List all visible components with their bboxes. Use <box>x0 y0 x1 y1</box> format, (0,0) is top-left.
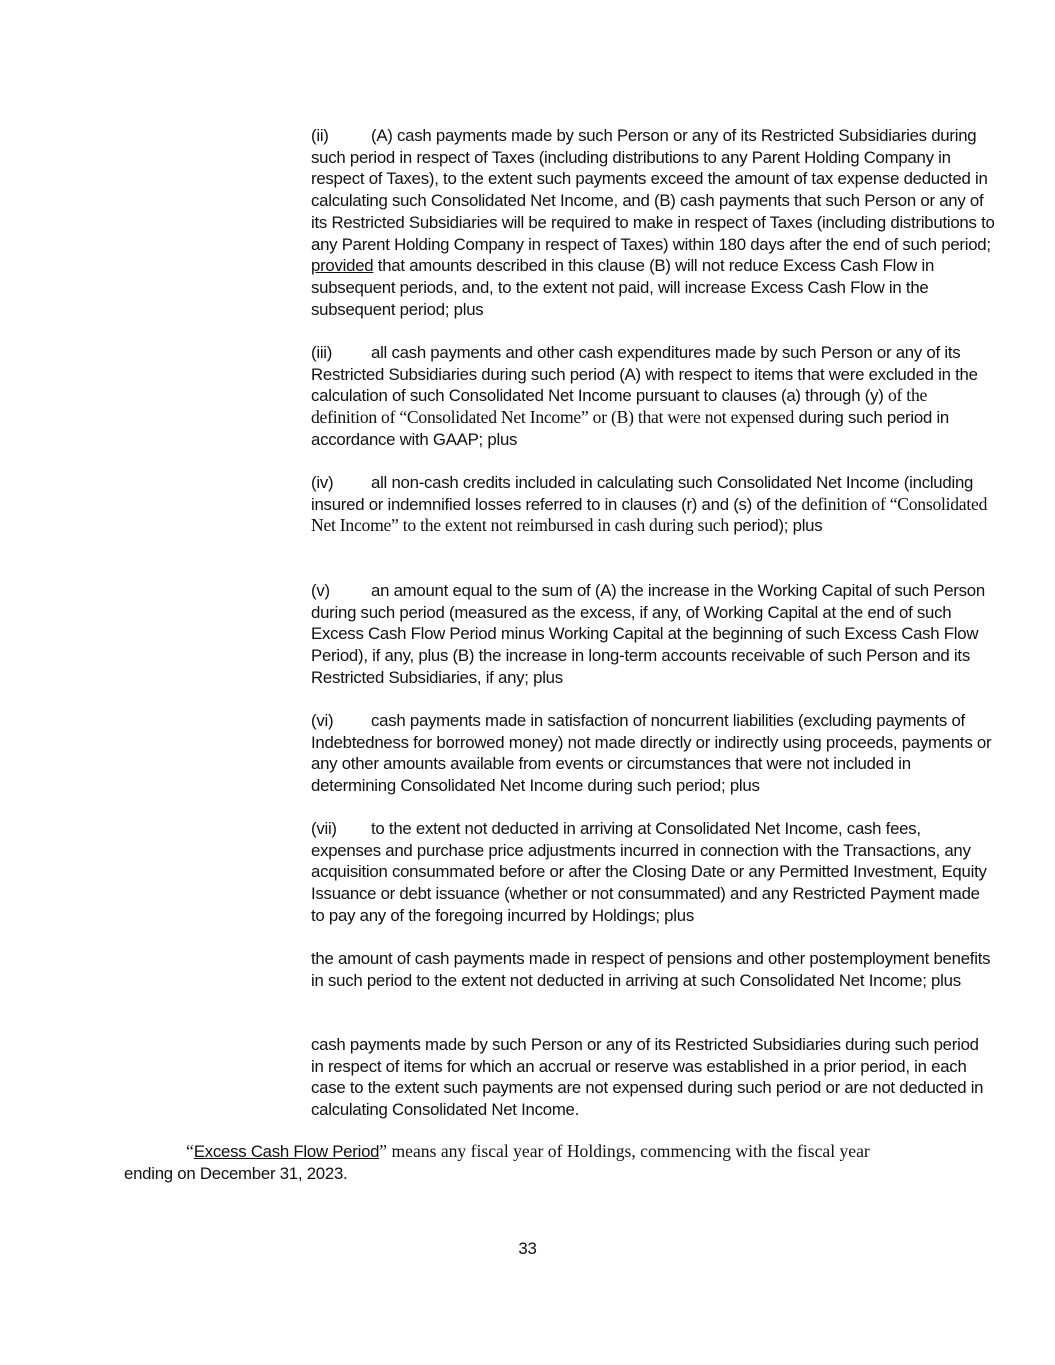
clause-ii <box>248 125 995 320</box>
clause-text: cash payments made by such Person or any of its Restricted Subsidiaries during such period in respect of items for which an accrual or reserve was established in a prior period, in each case to the extent such payments are not expensed during such period or are not deducted in calculating Consolidated Net Income. <box>311 1035 984 1120</box>
clause-iv <box>248 472 995 537</box>
clause-pensions <box>248 948 995 991</box>
clause-text-serif: definition of “Consolidated Net Income” to the extent not reimbursed in cash during such <box>311 493 988 536</box>
clause-number: (iv) <box>311 473 334 492</box>
clause-number: (vii) <box>311 819 337 838</box>
excess-cash-flow-period-definition <box>124 1141 924 1184</box>
clause-number: (iii) <box>311 343 333 362</box>
clause-text: all cash payments and other cash expenditures made by such Person or any of its Restricted Subsidiaries during such period (A) with respect to items that were excluded in the calculation of such Consolidated Net Income pursuant to clauses (a) through (y) <box>311 343 978 406</box>
clause-text: (A) cash payments made by such Person or any of its Restricted Subsidiaries during such period in respect of Taxes (including distributions to any Parent Holding Company in respect of Taxes), to the extent such payments exceed the amount of tax expense deducted in calculating such Consolidated Net Income, and (B) cash payments that such Person or any of its Restricted Subsidiaries will be required to make in respect of Taxes (including distributions to any Parent Holding Company in respect of Taxes) within 180 days after the end of such period; <box>311 126 995 254</box>
open-quote: “ <box>186 1141 194 1161</box>
clause-text: an amount equal to the sum of (A) the increase in the Working Capital of such Person during such period (measured as the excess, if any, of Working Capital at the end of such Excess Cash Flow Period minus Working Capital at the beginning of such Excess Cash Flow Period), if any, plus (B) the increase in long-term accounts receivable of such Person and its Restricted Subsidiaries, if any; plus <box>311 581 985 687</box>
clause-text: that amounts described in this clause (B) will not reduce Excess Cash Flow in subsequent periods, and, to the extent not paid, will increase Excess Cash Flow in the subsequent period; plus <box>311 256 935 319</box>
defined-term: Excess Cash Flow Period <box>193 1142 380 1161</box>
definition-text: ” means any fiscal year of Holdings, commencing with the fiscal year <box>379 1141 870 1161</box>
clause-text: the amount of cash payments made in respect of pensions and other postemployment benefits in such period to the extent not deducted in arriving at such Consolidated Net Income; plus <box>311 949 991 990</box>
page-number: 33 <box>518 1239 537 1258</box>
clause-number: (ii) <box>311 126 329 145</box>
clause-text: cash payments made in satisfaction of noncurrent liabilities (excluding payments of Indebtedness for borrowed money) not made directly or indirectly using proceeds, payments or any other amounts available from events or circumstances that were not included in determining Consolidated Net Income during such period; plus <box>311 711 992 796</box>
provided-term: provided <box>311 256 374 276</box>
clause-number: (vi) <box>311 711 334 730</box>
clause-text: to the extent not deducted in arriving at Consolidated Net Income, cash fees, expenses and purchase price adjustments incurred in connection with the Transactions, any acquisition consummated before or after the Closing Date or any Permitted Investment, Equity Issuance or debt issuance (whether or not consummated) and any Restricted Payment made to pay any of the foregoing incurred by Holdings; plus <box>311 819 987 925</box>
clause-text: all non-cash credits included in calculating such Consolidated Net Income (including insured or indemnified losses referred to in clauses (r) and (s) of the <box>311 473 974 514</box>
clause-vii <box>248 818 995 927</box>
clause-text-serif: of the definition of “Consolidated Net Income” or (B) that were not expensed <box>311 385 928 428</box>
clause-number: (v) <box>311 581 330 600</box>
clause-text: during such period in accordance with GAAP; plus <box>311 408 950 449</box>
clause-iii <box>248 342 995 451</box>
clause-v <box>248 580 995 689</box>
clause-accrual <box>248 1034 995 1121</box>
clause-vi <box>248 710 995 797</box>
clause-text: period); plus <box>733 516 823 536</box>
definition-text-line2: ending on December 31, 2023. <box>124 1163 348 1183</box>
